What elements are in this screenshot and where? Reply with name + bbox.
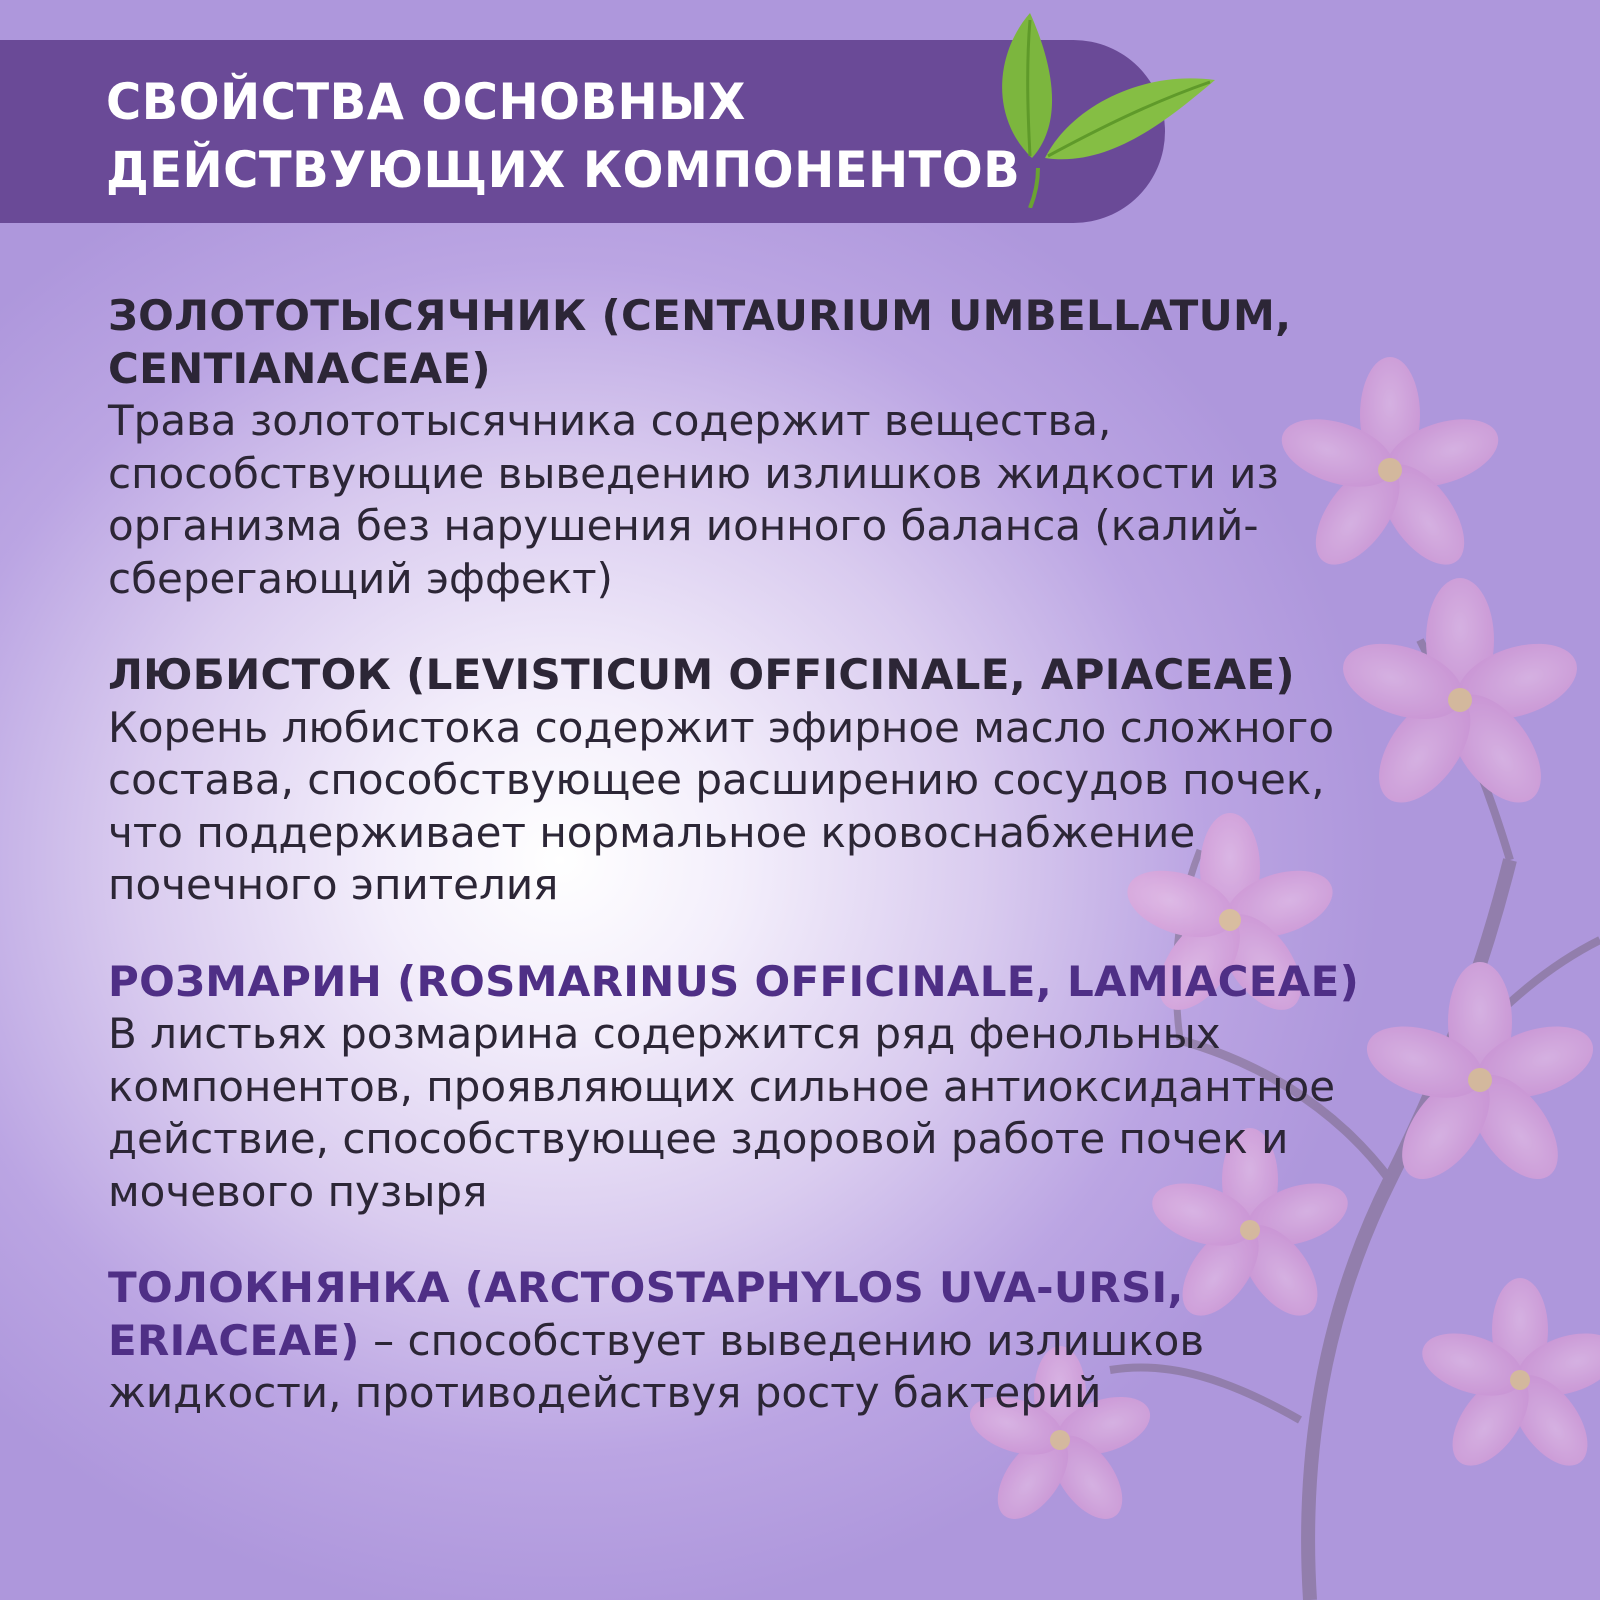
component-section: [108, 1262, 1378, 1420]
component-section: [108, 290, 1378, 605]
component-section: [108, 956, 1378, 1219]
component-paragraph: [108, 956, 1378, 1219]
components-list: [108, 290, 1378, 1464]
component-title: ТОЛОКНЯНКА (ARCTOSTAPHYLOS UVA-URSI, ERIACEAE): [108, 1263, 1184, 1365]
component-title: РОЗМАРИН (ROSMARINUS OFFICINALE, LAMIACEAE): [108, 956, 1360, 1006]
component-title: ЗОЛОТОТЫСЯЧНИК (CENTAURIUM UMBELLATUM, CENTIANACEAE): [108, 291, 1292, 393]
component-description: Трава золототысячника содержит вещества, способствующие выведению излишков жидкости из организма без нарушения ионного баланса (калий-сберегающий эффект): [108, 396, 1279, 603]
green-leaves-icon: [990, 8, 1240, 208]
component-description: В листьях розмарина содержится ряд фенольных компонентов, проявляющих сильное антиоксидантное действие, способствующее здоровой работе почек и мочевого пузыря: [108, 1009, 1336, 1216]
component-title: ЛЮБИСТОК (LEVISTICUM OFFICINALE, APIACEAE): [108, 650, 1295, 699]
component-paragraph: [108, 1262, 1378, 1420]
component-section: [108, 649, 1378, 912]
page-title: СВОЙСТВА ОСНОВНЫХ ДЕЙСТВУЮЩИХ КОМПОНЕНТОВ: [106, 73, 1021, 199]
component-description: – способствует выведению излишков жидкости, противодействуя росту бактерий: [108, 1315, 1205, 1417]
component-description: Корень любистока содержит эфирное масло сложного состава, способствующее расширению сосудов почек, что поддерживает нормальное кровоснабжение почечного эпителия: [108, 702, 1335, 909]
